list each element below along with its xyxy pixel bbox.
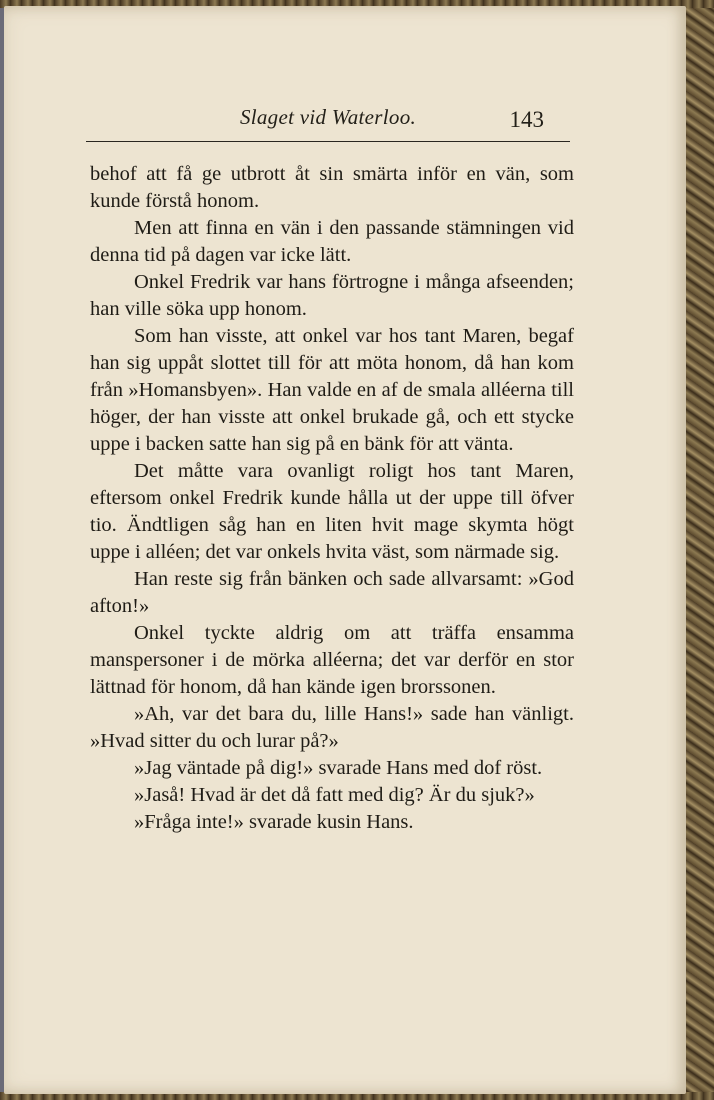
paragraph: Det måtte vara ovanligt roligt hos tant Maren, eftersom onkel Fredrik kunde hålla ut der uppe till öfver tio. Ändtligen såg han en liten hvit mage skymta högt uppe i alléen; det var onkels hvita väst, som närmade sig. bbox=[90, 460, 574, 563]
paragraph: Han reste sig från bänken och sade allvarsamt: »God afton!» bbox=[90, 568, 574, 617]
paragraph: Som han visste, att onkel var hos tant Maren, begaf han sig uppåt slottet till för att möta honom, då han kom från »Homansbyen». Han valde en af de smala alléerna till höger, der han visste att onkel brukade gå, och ett stycke uppe i backen satte han sig på en bänk för att vänta. bbox=[90, 325, 574, 455]
paragraph: »Ah, var det bara du, lille Hans!» sade han vänligt. »Hvad sitter du och lurar på?» bbox=[90, 703, 574, 752]
paragraph: Men att finna en vän i den passande stämningen vid denna tid på dagen var icke lätt. bbox=[90, 217, 574, 266]
paragraph: Onkel tyckte aldrig om att träffa ensamma manspersoner i de mörka alléerna; det var derför en stor lättnad för honom, då han kände igen brorssonen. bbox=[90, 622, 574, 698]
paragraph: »Fråga inte!» svarade kusin Hans. bbox=[134, 811, 414, 833]
paragraph: »Jag väntade på dig!» svarade Hans med dof röst. bbox=[134, 757, 543, 779]
running-title: Slaget vid Waterloo. bbox=[239, 105, 417, 129]
paragraph: behof att få ge utbrott åt sin smärta inför en vän, som kunde förstå honom. bbox=[90, 163, 574, 212]
page-header bbox=[86, 103, 570, 142]
book-cover-right-edge bbox=[684, 0, 714, 1100]
paragraph: Onkel Fredrik var hans förtrogne i många afseenden; han ville söka upp honom. bbox=[90, 271, 574, 320]
page-body bbox=[90, 161, 574, 836]
page-number: 143 bbox=[509, 107, 544, 132]
paragraph: »Jaså! Hvad är det då fatt med dig? Är du sjuk?» bbox=[134, 784, 535, 806]
